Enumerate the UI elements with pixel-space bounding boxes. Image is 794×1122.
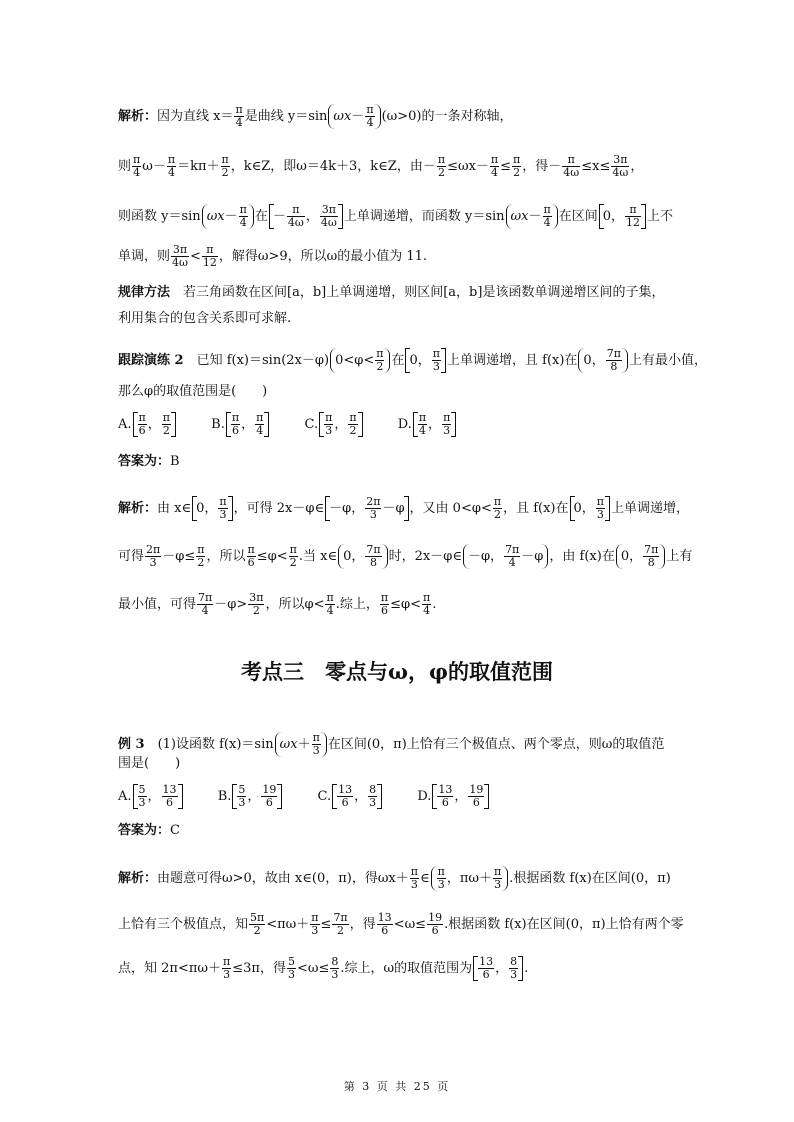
option-b: B. $\frac{5}{3}$ ， $\frac{19}{6}$ xyxy=(218,784,284,809)
analysis-2-line-1: 解析：由 x∈ 0， $\frac{\pi}{3}$ ，可得 2x－φ∈ －φ， $\frac{2\pi}{3}$ －φ ，又由 0<φ< $\frac{\pi}{2}$ ，且 f(x)在 0， $\frac{\pi}{3}$ 上单调递增， xyxy=(118,495,690,521)
method-label: 规律方法 xyxy=(118,285,171,300)
analysis-label: 解析： xyxy=(118,501,158,516)
method-line-2: 利用集合的包含关系即可求解. xyxy=(118,311,292,326)
analysis-3-line-2: 上恰有三个极值点，知 $\frac{5\pi}{2}$ <πω＋ $\frac{\pi}{3}$ ≤ $\frac{7\pi}{2}$ ，得 $\frac{13}{6}$ <ω≤ $\frac{19}{6}$ .根据函数 f(x)在区间(0，π)上恰有两个零 xyxy=(118,911,684,937)
analysis-1-line-3: 则函数 y＝sin ωx－ $\frac{\pi}{4}$ 在 － $\frac{\pi}{4\omega}$ ， $\frac{3\pi}{4\omega}$ 上单调递增，而函数 y＝sin ωx－ $\frac{\pi}{4}$ 在区间 0， $\frac{\pi}{12}$ 上不 xyxy=(118,203,674,229)
analysis-label: 解析： xyxy=(118,871,158,886)
option-a: A. $\frac{5}{3}$ ， $\frac{13}{6}$ xyxy=(118,784,184,809)
analysis-3-line-3: 点，知 2π<πω＋ $\frac{\pi}{3}$ ≤3π，得 $\frac{5}{3}$ <ω≤ $\frac{8}{3}$ .综上，ω的取值范围为 $\frac{13}{6}$ ， $\frac{8}{3}$ . xyxy=(118,955,529,981)
analysis-1-line-4: 单调，则 $\frac{3\pi}{4\omega}$ < $\frac{\pi}{12}$ ，解得ω>9，所以ω的最小值为 11. xyxy=(118,243,428,269)
analysis-1-line-1: 解析：因为直线 x＝ $\frac{\pi}{4}$ 是曲线 y＝sin ωx－ $\frac{\pi}{4}$ (ω>0)的一条对称轴， xyxy=(118,103,513,129)
exercise-2-answer: 答案为：B xyxy=(118,454,180,469)
example-label: 例 3 xyxy=(118,737,145,752)
method-line-1: 规律方法 若三角函数在区间[a，b]上单调递增，则区间[a，b]是该函数单调递增区间的子集， xyxy=(118,285,665,300)
example-3-answer: 答案为：C xyxy=(118,823,180,838)
analysis-1-line-2: 则 $\frac{\pi}{4}$ ω－ $\frac{\pi}{4}$ ＝kπ＋ $\frac{\pi}{2}$ ，k∈Z，即ω＝4k＋3，k∈Z，由－ $\frac{\pi}{2}$ ≤ωx－ $\frac{\pi}{4}$ ≤ $\frac{\pi}{2}$ ，得－ $\frac{\pi}{4\omega}$ ≤x≤ $\frac{3\pi}{4\omega}$ ， xyxy=(118,153,644,179)
analysis-3-line-1: 解析：由题意可得ω>0，故由 x∈(0，π)，得ωx＋ $\frac{\pi}{3}$ ∈ $\frac{\pi}{3}$ ，πω＋ $\frac{\pi}{3}$ .根据函数 f(x)在区间(0，π) xyxy=(118,865,671,891)
exercise-2-line-2: 那么φ的取值范围是( ) xyxy=(118,384,268,399)
example-3-line-1: 例 3 (1)设函数 f(x)＝sin ωx＋ $\frac{\pi}{3}$ 在区间(0，π)上恰有三个极值点、两个零点，则ω的取值范 xyxy=(118,731,665,757)
option-c: C. $\frac{\pi}{3}$ ， $\frac{\pi}{2}$ xyxy=(304,412,363,437)
analysis-2-line-2: 可得 $\frac{2\pi}{3}$ －φ≤ $\frac{\pi}{2}$ ，所以 $\frac{\pi}{6}$ ≤φ< $\frac{\pi}{2}$ .当 x∈ 0， $\frac{7\pi}{8}$ 时，2x－φ∈ －φ， $\frac{7\pi}{4}$ －φ ，由 f(x)在 0， $\frac{7\pi}{8}$ 上有 xyxy=(118,543,693,569)
section-heading: 考点三 零点与ω，φ的取值范围 xyxy=(241,659,553,684)
exercise-2-line-1: 跟踪演练 2 已知 f(x)＝sin(2x－φ) 0<φ< $\frac{\pi}{2}$ 在 0， $\frac{\pi}{3}$ 上单调递增，且 f(x)在 0， $\frac{7\pi}{8}$ 上有最小值， xyxy=(118,347,707,373)
answer-value: C xyxy=(170,823,180,838)
exercise-label: 跟踪演练 2 xyxy=(118,353,184,368)
option-b: B. $\frac{\pi}{6}$ ， $\frac{\pi}{4}$ xyxy=(211,412,270,437)
analysis-2-line-3: 最小值，可得 $\frac{7\pi}{4}$ －φ> $\frac{3\pi}{2}$ ，所以φ< $\frac{\pi}{4}$ .综上， $\frac{\pi}{6}$ ≤φ< $\frac{\pi}{4}$ . xyxy=(118,591,437,617)
fraction: $\frac{\pi}{4}$ xyxy=(235,103,243,129)
option-d: D. $\frac{\pi}{4}$ ， $\frac{\pi}{3}$ xyxy=(398,412,458,437)
analysis-label: 解析： xyxy=(118,109,158,124)
option-c: C. $\frac{13}{6}$ ， $\frac{8}{3}$ xyxy=(318,784,384,809)
exercise-2-options xyxy=(118,412,487,437)
answer-value: B xyxy=(170,454,180,469)
paren-group: ωx－ $\frac{\pi}{4}$ xyxy=(328,104,380,129)
page-footer: 第 3 页 共 25 页 xyxy=(343,1080,451,1093)
example-3-options xyxy=(118,784,520,809)
example-3-line-2: 围是( ) xyxy=(118,756,181,771)
option-a: A. $\frac{\pi}{6}$ ， $\frac{\pi}{2}$ xyxy=(118,412,177,437)
option-d: D. $\frac{13}{6}$ ， $\frac{19}{6}$ xyxy=(417,784,490,809)
